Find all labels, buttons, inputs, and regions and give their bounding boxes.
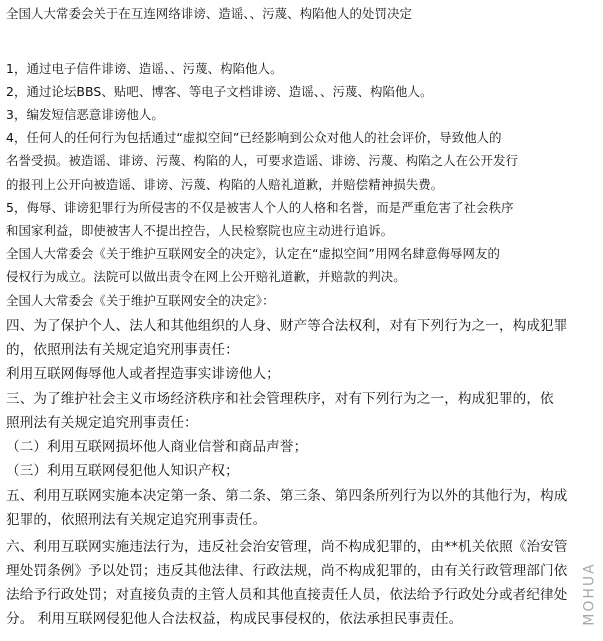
- list-item-3: 3，编发短信恶意诽谤他人。: [6, 107, 164, 122]
- decision-paragraph-line-2: 侵权行为成立。法院可以做出责令在网上公开赔礼道歉，并赔款的判决。: [6, 269, 406, 284]
- article-4-clause: 利用互联网侮辱他人或者捏造事实诽谤他人；: [6, 366, 280, 382]
- decision-paragraph-line-1: 全国人大常委会《关于维护互联网安全的决定》，认定在“虚拟空间”用网名肆意侮辱网友的: [6, 246, 500, 261]
- list-item-5-line-1: 5，侮辱、诽谤犯罪行为所侵害的不仅是被害人个人的人格和名誉，而是严重危害了社会秩序: [6, 200, 514, 215]
- list-item-4-line-3: 的报刊上公开向被造谣、诽谤、污蔑、构陷的人赔礼道歉，并赔偿精神损失费。: [6, 177, 444, 192]
- list-item-4-line-1: 4，任何人的任何行为包括通过“虚拟空间”已经影响到公众对他人的社会评价，导致他人的: [6, 130, 502, 145]
- watermark-text: MOHUA: [582, 562, 599, 626]
- article-4-line-2: 的，依照刑法有关规定追究刑事责任：: [6, 342, 239, 358]
- list-item-2: 2，通过论坛BBS、贴吧、博客、等电子文档诽谤、造谣、、污蔑、构陷他人。: [6, 84, 433, 99]
- list-item-4-line-2: 名誉受损。被造谣、诽谤、污蔑、构陷的人，可要求造谣、诽谤、污蔑、构陷之人在公开发行: [6, 153, 519, 168]
- article-3-line-1: 三、为了维护社会主义市场经济秩序和社会管理秩序，对有下列行为之一，构成犯罪的，依: [6, 391, 554, 407]
- article-6-line-3: 法给予行政处罚；对直接负责的主管人员和其他直接责任人员，依法给予行政处分或者纪律处: [6, 587, 568, 603]
- list-item-1: 1，通过电子信件诽谤、造谣、、污蔑、构陷他人。: [6, 61, 283, 76]
- watermark: [581, 551, 599, 637]
- article-3-clause-2: （二）利用互联网损坏他人商业信誉和商品声誉；: [6, 439, 308, 455]
- article-5-line-2: 犯罪的，依照刑法有关规定追究刑事责任。: [6, 512, 267, 528]
- article-6-line-4: 分。 利用互联网侵犯他人合法权益，构成民事侵权的，依法承担民事责任。: [6, 611, 463, 627]
- article-3-clause-3: （三）利用互联网侵犯他人知识产权；: [6, 463, 239, 479]
- article-6-line-1: 六、利用互联网实施违法行为，违反社会治安管理，尚不构成犯罪的，由**机关依照《治安管: [6, 539, 568, 555]
- article-6-line-2: 理处罚条例》予以处罚；违反其他法律、行政法规，尚不构成犯罪的，由有关行政管理部门依: [6, 563, 568, 579]
- article-4-line-1: 四、为了保护个人、法人和其他组织的人身、财产等合法权利，对有下列行为之一，构成犯罪: [6, 318, 568, 334]
- decision-heading: 全国人大常委会《关于维护互联网安全的决定》：: [6, 293, 275, 308]
- list-item-5-line-2: 和国家利益，即使被害人不提出控告，人民检察院也应主动进行追诉。: [6, 223, 394, 238]
- article-5-line-1: 五、利用互联网实施本决定第一条、第二条、第三条、第四条所列行为以外的其他行为，构成: [6, 488, 568, 504]
- article-3-line-2: 照刑法有关规定追究刑事责任：: [6, 415, 198, 431]
- document-title: 全国人大常委会关于在互连网络诽谤、造谣、、污蔑、构陷他人的处罚决定: [6, 6, 412, 21]
